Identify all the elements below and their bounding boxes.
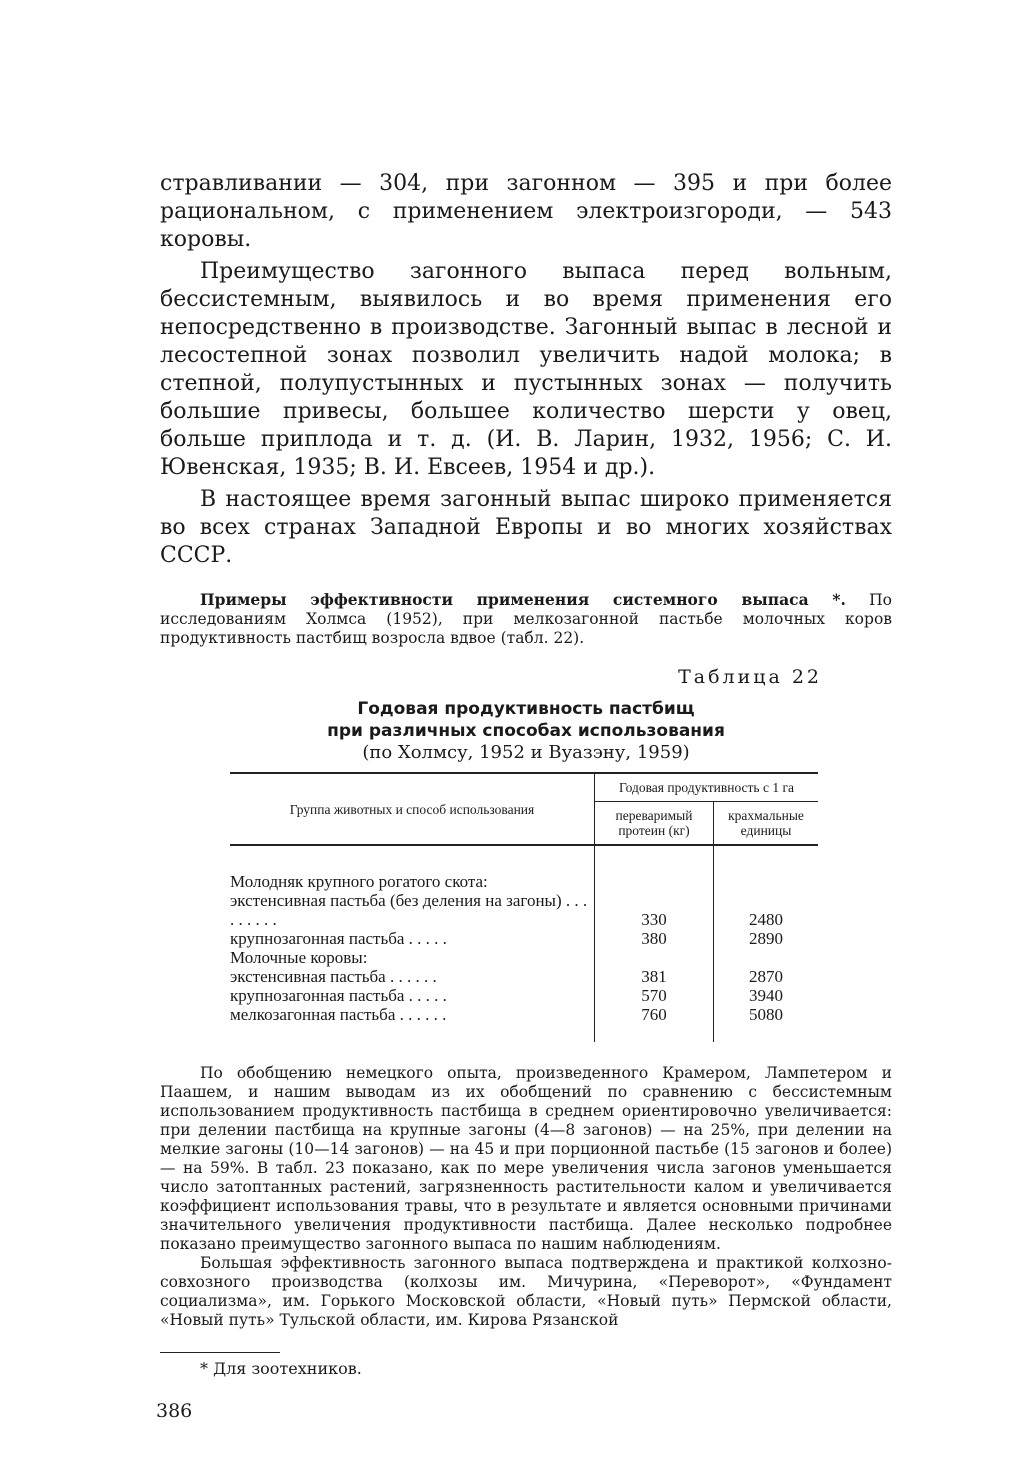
footnote-divider bbox=[160, 1352, 280, 1353]
example-text: По исследованиям Холмса (1952), при мелкозагонной пастьбе молочных коров продуктивность пастбищ возросла вдвое (табл. 22). bbox=[160, 591, 893, 647]
col-header-group: Группа животных и способ использования bbox=[230, 773, 595, 845]
table-spacer-cell bbox=[595, 1024, 714, 1042]
row-starch: 2480 bbox=[714, 891, 819, 929]
footnote: * Для зоотехников. bbox=[200, 1359, 362, 1378]
paragraph-4: По обобщению немецкого опыта, произведенного Крамером, Лампетером и Паашем, и нашим выводам из их обобщений по сравнению с бессистемным использованием продуктивность пастбища в среднем ориентировочно увеличивается: при делении пастбища на крупные загоны (4—8 загонов) — на 25%, при делении на мелкие загоны (10—14 загонов) — на 45 и при порционной пастьбе (15 загонов и более) — на 59%. В табл. 23 показано, как по мере увеличения числа загонов уменьшается число затоптанных растений, загрязненность растительности калом и увеличивается коэффициент использования травы, что в результате и является основными причинами значительного увеличения продуктивности пастбища. Далее несколько подробнее показано преимущество загонного выпаса по нашим наблюдениям. bbox=[160, 1064, 892, 1253]
col-header-starch: крахмальные единицы bbox=[714, 802, 819, 846]
table-subtitle: (по Холмсу, 1952 и Вуазэну, 1959) bbox=[362, 742, 690, 763]
row-protein: 380 bbox=[595, 929, 714, 948]
row-starch: 3940 bbox=[714, 986, 819, 1005]
table-spacer-row bbox=[230, 1024, 818, 1042]
row-name: мелкозагонная пастьба . . . . . . bbox=[230, 1005, 447, 1024]
row-protein: 381 bbox=[595, 967, 714, 986]
table-row bbox=[230, 986, 818, 1005]
row-name: Молодняк крупного рогатого скота: bbox=[230, 872, 488, 891]
paragraph-2: Преимущество загонного выпаса перед вольным, бессистемным, выявилось и во время применения его непосредственно в производстве. Загонный выпас в лесной и лесостепной зонах позволил увеличить надой молока; в степной, полупустынных и пустынных зонах — получить большие привесы, большее количество шерсти у овец, больше приплода и т. д. (И. В. Ларин, 1932, 1956; С. И. Ювенская, 1935; В. И. Евсеев, 1954 и др.). bbox=[160, 259, 892, 480]
row-starch: 2870 bbox=[714, 967, 819, 986]
paragraph-1: стравливании — 304, при загонном — 395 и при более рациональном, с применением электроизгороди, — 543 коровы. bbox=[160, 171, 892, 252]
row-name: крупнозагонная пастьба . . . . . bbox=[230, 986, 447, 1005]
col-header-annual: Годовая продуктивность с 1 га bbox=[595, 773, 819, 802]
table-spacer-cell bbox=[714, 1024, 819, 1042]
row-protein bbox=[595, 948, 714, 967]
paragraph-5: Большая эффективность загонного выпаса подтверждена и практикой колхозно-совхозного производства (колхозы им. Мичурина, «Переворот», «Фундамент социализма», им. Горького Московской области, «Новый путь» Пермской области, «Новый путь» Тульской области, им. Кирова Рязанской bbox=[160, 1254, 892, 1329]
table-row bbox=[230, 845, 818, 891]
table-row bbox=[230, 1005, 818, 1024]
row-starch: 2890 bbox=[714, 929, 819, 948]
row-protein: 760 bbox=[595, 1005, 714, 1024]
col-header-protein: переваримый протеин (кг) bbox=[595, 802, 714, 846]
productivity-table bbox=[230, 772, 818, 1042]
page-number: 386 bbox=[156, 1400, 193, 1422]
row-starch: 5080 bbox=[714, 1005, 819, 1024]
row-name: экстенсивная пастьба (без деления на загоны) . . . . . . . . . bbox=[230, 891, 588, 929]
table-spacer-cell bbox=[230, 1024, 595, 1042]
table-row bbox=[230, 929, 818, 948]
table-title-line2: при различных способах использования bbox=[327, 721, 725, 741]
row-protein: 330 bbox=[595, 891, 714, 929]
page-content bbox=[156, 170, 893, 1422]
table-title-line1: Годовая продуктивность пастбищ bbox=[357, 699, 695, 719]
paragraph-3: В настоящее время загонный выпас широко применяется во всех странах Западной Европы и во многих хозяйствах СССР. bbox=[160, 487, 892, 568]
table-row bbox=[230, 891, 818, 929]
table-row bbox=[230, 948, 818, 967]
row-protein: 570 bbox=[595, 986, 714, 1005]
example-heading: Примеры эффективности применения системного выпаса *. bbox=[200, 590, 846, 609]
row-name: крупнозагонная пастьба . . . . . bbox=[230, 929, 447, 948]
table-label: Таблица 22 bbox=[678, 666, 822, 688]
row-name: экстенсивная пастьба . . . . . . bbox=[230, 967, 437, 986]
example-paragraph bbox=[160, 590, 892, 648]
table-row bbox=[230, 967, 818, 986]
row-starch bbox=[714, 948, 819, 967]
row-protein bbox=[595, 845, 714, 891]
row-starch bbox=[714, 845, 819, 891]
row-name: Молочные коровы: bbox=[230, 948, 368, 967]
table-body bbox=[230, 845, 818, 1042]
